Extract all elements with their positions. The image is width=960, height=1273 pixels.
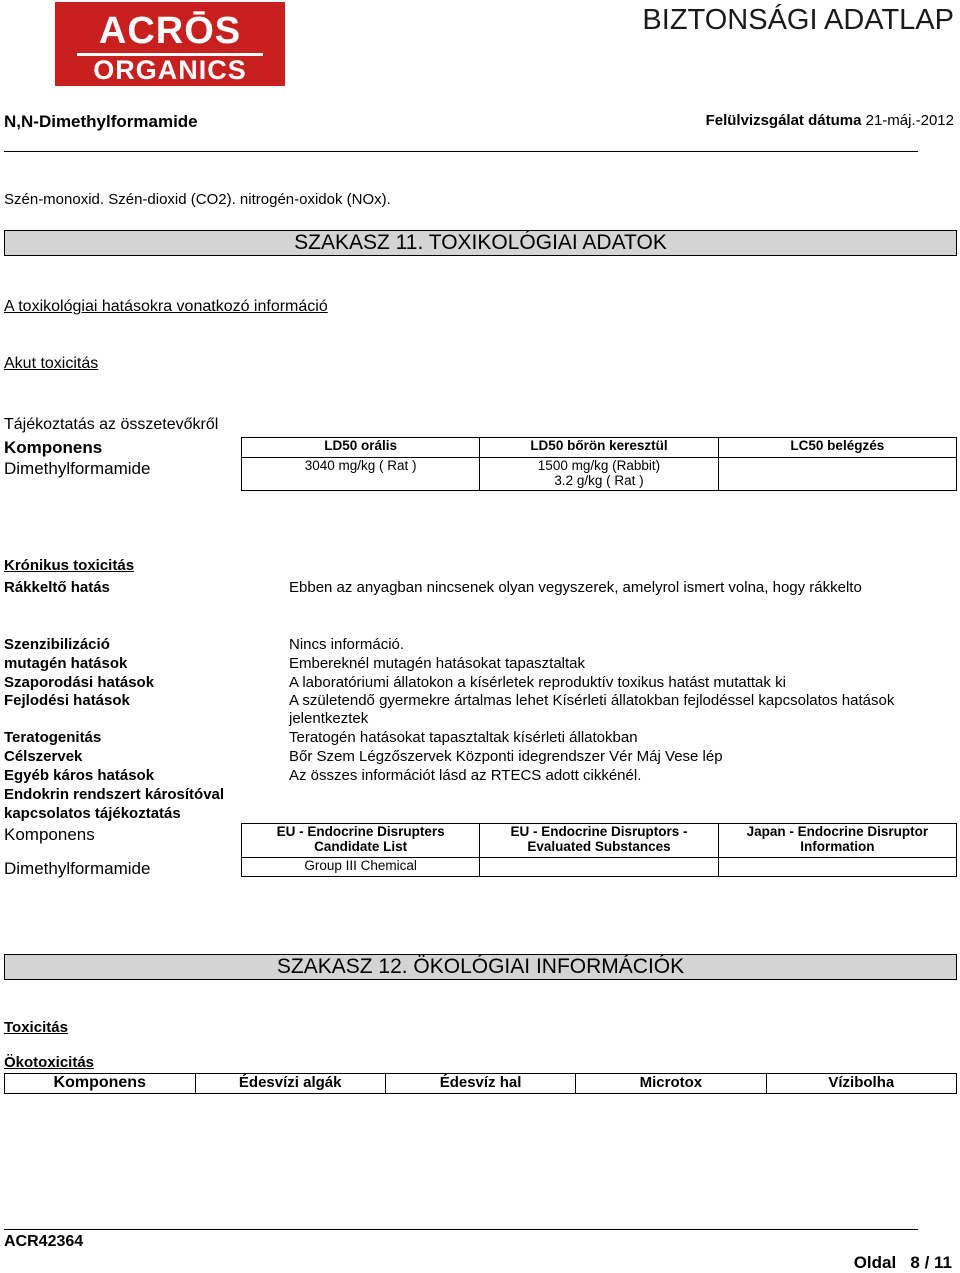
product-name: N,N-Dimethylformamide: [4, 112, 198, 131]
component-name: Dimethylformamide: [4, 459, 151, 478]
ecotoxicity-heading: Ökotoxicitás: [4, 1054, 95, 1071]
header-microtox: Microtox: [576, 1074, 766, 1094]
sensitization-label: Szenzibilizáció: [4, 636, 110, 653]
mutagenic-label: mutagén hatások: [4, 655, 128, 672]
header-ld50-dermal: LD50 bőrön keresztül: [480, 438, 718, 458]
cell-ld50-dermal-line2: 3.2 g/kg ( Rat ): [554, 473, 644, 488]
developmental-value: A születendő gyermekre ártalmas lehet Kísérleti állatokban fejlodéssel kapcsolatos hatások: [289, 692, 895, 709]
ecotoxicity-table: [4, 1073, 957, 1094]
header-eu-candidate-list: EU - Endocrine Disrupters Candidate List: [242, 824, 480, 858]
header-eu-evaluated: EU - Endocrine Disruptors - Evaluated Substances: [480, 824, 718, 858]
page-indicator: [854, 1253, 952, 1273]
cell-eu-candidate: Group III Chemical: [242, 858, 480, 877]
sensitization-value: Nincs információ.: [289, 636, 405, 653]
carcinogenic-value: Ebben az anyagban nincsenek olyan vegyszerek, amelyrol ismert volna, hogy rákkelto: [289, 579, 862, 596]
cell-ld50-dermal-line1: 1500 mg/kg (Rabbit): [537, 458, 661, 473]
target-organs-value: Bőr Szem Légzőszervek Központi idegrendszer Vér Máj Vese lép: [289, 748, 723, 765]
teratogenicity-label: Teratogenitás: [4, 729, 102, 746]
cell-lc50-inhalation: [718, 458, 956, 491]
cell-eu-evaluated: [480, 858, 718, 877]
intro-text: Szén-monoxid. Szén-dioxid (CO2). nitrogén-oxidok (NOx).: [4, 191, 391, 208]
other-effects-label: Egyéb káros hatások: [4, 767, 155, 784]
logo-line1: ACRŌS: [98, 10, 242, 52]
teratogenicity-value: Teratogén hatásokat tapasztaltak kísérleti állatokban: [289, 729, 638, 746]
header-lc50-inhalation: LC50 belégzés: [718, 438, 956, 458]
revision-date-value: 21-máj.-2012: [865, 112, 954, 129]
section-11-heading: SZAKASZ 11. TOXIKOLÓGIAI ADATOK: [4, 230, 957, 256]
endocrine-component-label: Komponens: [4, 825, 95, 844]
reproductive-value: A laboratóriumi állatokon a kísérletek reproduktív toxikus hatást mutattak ki: [289, 674, 786, 691]
header-freshwater-fish: Édesvíz hal: [385, 1074, 575, 1094]
acute-toxicity-heading: Akut toxicitás: [4, 355, 99, 372]
endocrine-table: [241, 823, 957, 877]
cell-ld50-dermal: [480, 458, 718, 491]
table-row: [242, 458, 957, 491]
developmental-value-line2: jelentkeztek: [289, 710, 369, 727]
component-column-label: Komponens: [4, 438, 103, 457]
endocrine-label-line1: Endokrin rendszert károsítóval: [4, 786, 225, 803]
endocrine-label-line2: kapcsolatos tájékoztatás: [4, 805, 181, 822]
acros-organics-logo: [55, 2, 285, 86]
page-label: Oldal: [853, 1253, 897, 1272]
page-number: 8 / 11: [910, 1253, 952, 1272]
header-japan-info: Japan - Endocrine Disruptor Information: [718, 824, 956, 858]
section-12-heading: SZAKASZ 12. ÖKOLÓGIAI INFORMÁCIÓK: [4, 954, 957, 980]
other-effects-value: Az összes információt lásd az RTECS adott cikkénél.: [289, 767, 642, 784]
acute-toxicity-table: [241, 437, 957, 491]
cell-ld50-oral: 3040 mg/kg ( Rat ): [242, 458, 480, 491]
mutagenic-value: Embereknél mutagén hatásokat tapasztaltak: [289, 655, 586, 672]
table-row: [242, 858, 957, 877]
revision-date: [706, 112, 954, 129]
toxicity-heading: Toxicitás: [4, 1019, 68, 1036]
header-ld50-oral: LD50 orális: [242, 438, 480, 458]
chronic-toxicity-heading: Krónikus toxicitás: [4, 557, 135, 574]
header-component: Komponens: [5, 1074, 196, 1094]
header-water-flea: Vízibolha: [766, 1074, 956, 1094]
revision-label: Felülvizsgálat dátuma: [705, 112, 862, 129]
target-organs-label: Célszervek: [4, 748, 83, 765]
document-title: BIZTONSÁGI ADATLAP: [642, 4, 954, 36]
reproductive-label: Szaporodási hatások: [4, 674, 155, 691]
header-rule: [4, 151, 918, 152]
product-code: ACR42364: [4, 1233, 84, 1250]
cell-japan-info: [718, 858, 956, 877]
toxicological-info-heading: A toxikológiai hatásokra vonatkozó információ: [4, 298, 328, 315]
endocrine-component-name: Dimethylformamide: [4, 859, 151, 878]
components-info-heading: Tájékoztatás az összetevőkről: [4, 416, 219, 433]
carcinogenic-label: Rákkeltő hatás: [4, 579, 110, 596]
header-freshwater-algae: Édesvízi algák: [195, 1074, 385, 1094]
developmental-label: Fejlodési hatások: [4, 692, 130, 709]
logo-line2: ORGANICS: [93, 55, 247, 85]
footer-rule: [4, 1229, 918, 1230]
